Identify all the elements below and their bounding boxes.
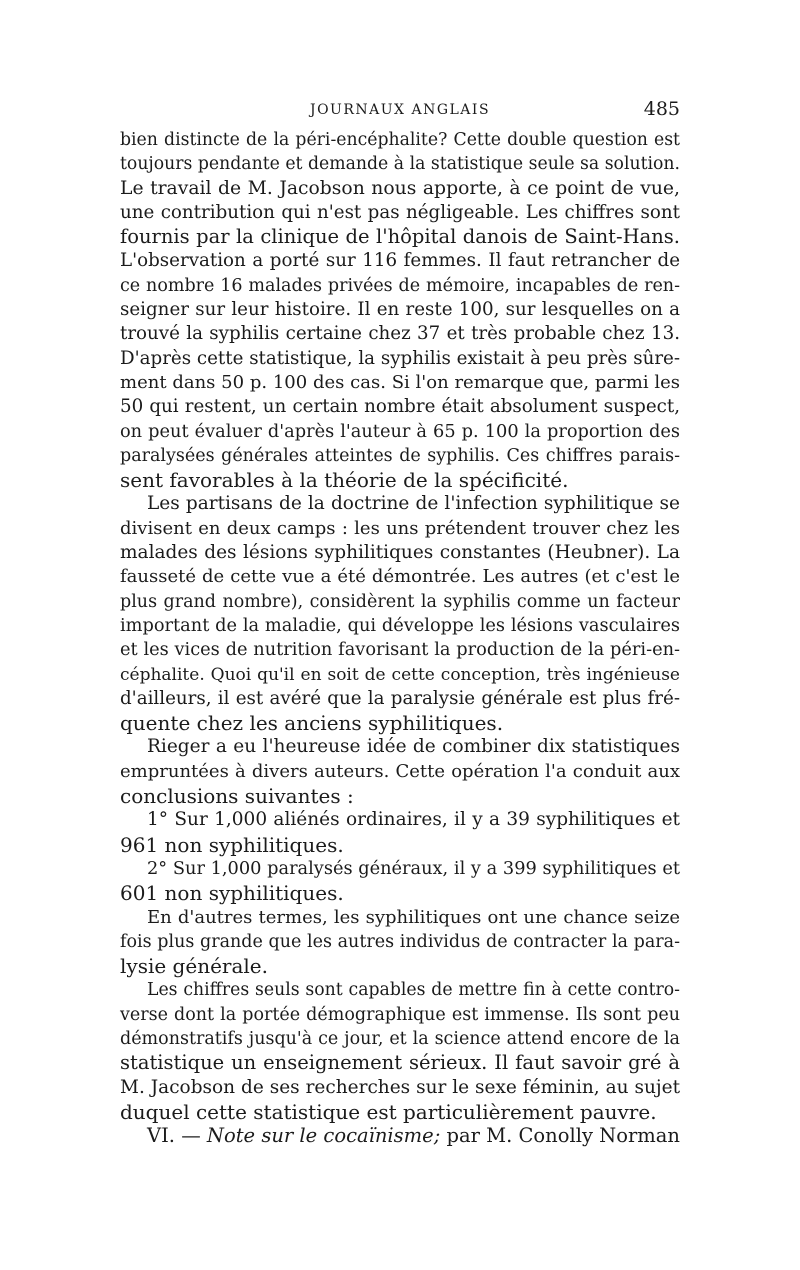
body-text (120, 128, 680, 1148)
article-author: par M. Conolly Norman (440, 1124, 680, 1148)
text-line: Rieger a eu l'heureuse idée de combiner dix statistiques (147, 736, 680, 758)
text-line: lysie générale. (120, 954, 268, 979)
text-line: démonstratifs jusqu'à ce jour, et la science attend encore de la (120, 1028, 680, 1049)
text-line: malades des lésions syphilitiques constantes (Heubner). La (120, 542, 680, 564)
text-line: statistique un enseignement sérieux. Il faut savoir gré à (120, 1051, 680, 1075)
text-line: quente chez les anciens syphilitiques. (120, 711, 504, 736)
article-title: Note sur le cocaïnisme; (206, 1124, 441, 1148)
text-line: L'observation a porté sur 116 femmes. Il faut retrancher de (120, 250, 680, 272)
section-number: VI. — (147, 1124, 207, 1148)
text-line: M. Jacobson de ses recherches sur le sexe féminin, au sujet (120, 1076, 680, 1098)
text-line: 961 non syphilitiques. (120, 832, 344, 857)
text-line: fausseté de cette vue a été démontrée. Les autres (et c'est le (120, 566, 680, 588)
text-line: En d'autres termes, les syphilitiques ont une chance seize (147, 906, 680, 928)
text-line: Le travail de M. Jacobson nous apporte, à ce point de vue, (120, 177, 680, 199)
page-number: 485 (643, 98, 680, 120)
text-line: duquel cette statistique est particulièrement pauvre. (120, 1099, 657, 1124)
text-line: Les chiffres seuls sont capables de mettre fin à cette contro- (147, 980, 680, 1001)
text-line: toujours pendante et demande à la statistique seule sa solution. (120, 154, 680, 175)
text-line: 601 non syphilitiques. (120, 881, 344, 906)
text-line: ment dans 50 p. 100 des cas. Si l'on remarque que, parmi les (120, 371, 680, 393)
text-line: une contribution qui n'est pas négligeable. Les chiffres sont (120, 201, 680, 223)
text-line: verse dont la portée démographique est immense. Ils sont peu (120, 1004, 680, 1025)
text-line: fournis par la clinique de l'hôpital danois de Saint-Hans. (120, 225, 680, 249)
text-line: D'après cette statistique, la syphilis existait à peu près sûre- (120, 347, 681, 369)
text-line: 50 qui restent, un certain nombre était absolument suspect, (120, 396, 680, 418)
text-line: 1° Sur 1,000 aliénés ordinaires, il y a 39 syphilitiques et (147, 809, 680, 831)
text-line: sent favorables à la théorie de la spécificité. (120, 468, 569, 493)
page-header (120, 98, 680, 124)
text-line: paralysées générales atteintes de syphilis. Ces chiffres parais- (120, 445, 680, 466)
text-line: bien distincte de la péri-encéphalite? Cette double question est (120, 130, 680, 150)
text-line: seigner sur leur histoire. Il en reste 100, sur lesquelles on a (120, 299, 680, 321)
text-line: on peut évaluer d'après l'auteur à 65 p. 100 la proportion des (120, 421, 680, 442)
text-line: Les partisans de la doctrine de l'infection syphilitique se (147, 493, 680, 515)
text-line: céphalite. Quoi qu'il en soit de cette conception, très ingénieuse (120, 664, 680, 685)
text-line: 2° Sur 1,000 paralysés généraux, il y a 399 syphilitiques et (147, 858, 680, 879)
text-line: fois plus grande que les autres individus de contracter la para- (120, 931, 680, 952)
text-line: plus grand nombre), considèrent la syphilis comme un facteur (120, 591, 680, 612)
running-head: JOURNAUX ANGLAIS (309, 102, 491, 118)
text-line: divisent en deux camps : les uns prétendent trouver chez les (120, 517, 680, 539)
text-line: conclusions suivantes : (120, 784, 354, 809)
section-heading-line (120, 1124, 680, 1148)
text-line: important de la maladie, qui développe les lésions vasculaires (120, 615, 680, 636)
text-line: et les vices de nutrition favorisant la production de la péri-en- (120, 640, 680, 661)
text-line: empruntées à divers auteurs. Cette opération l'a conduit aux (120, 760, 680, 782)
text-line: d'ailleurs, il est avéré que la paralysie générale est plus fré- (120, 687, 680, 709)
text-line: trouvé la syphilis certaine chez 37 et très probable chez 13. (120, 323, 680, 345)
text-line: ce nombre 16 malades privées de mémoire, incapables de ren- (120, 275, 680, 296)
